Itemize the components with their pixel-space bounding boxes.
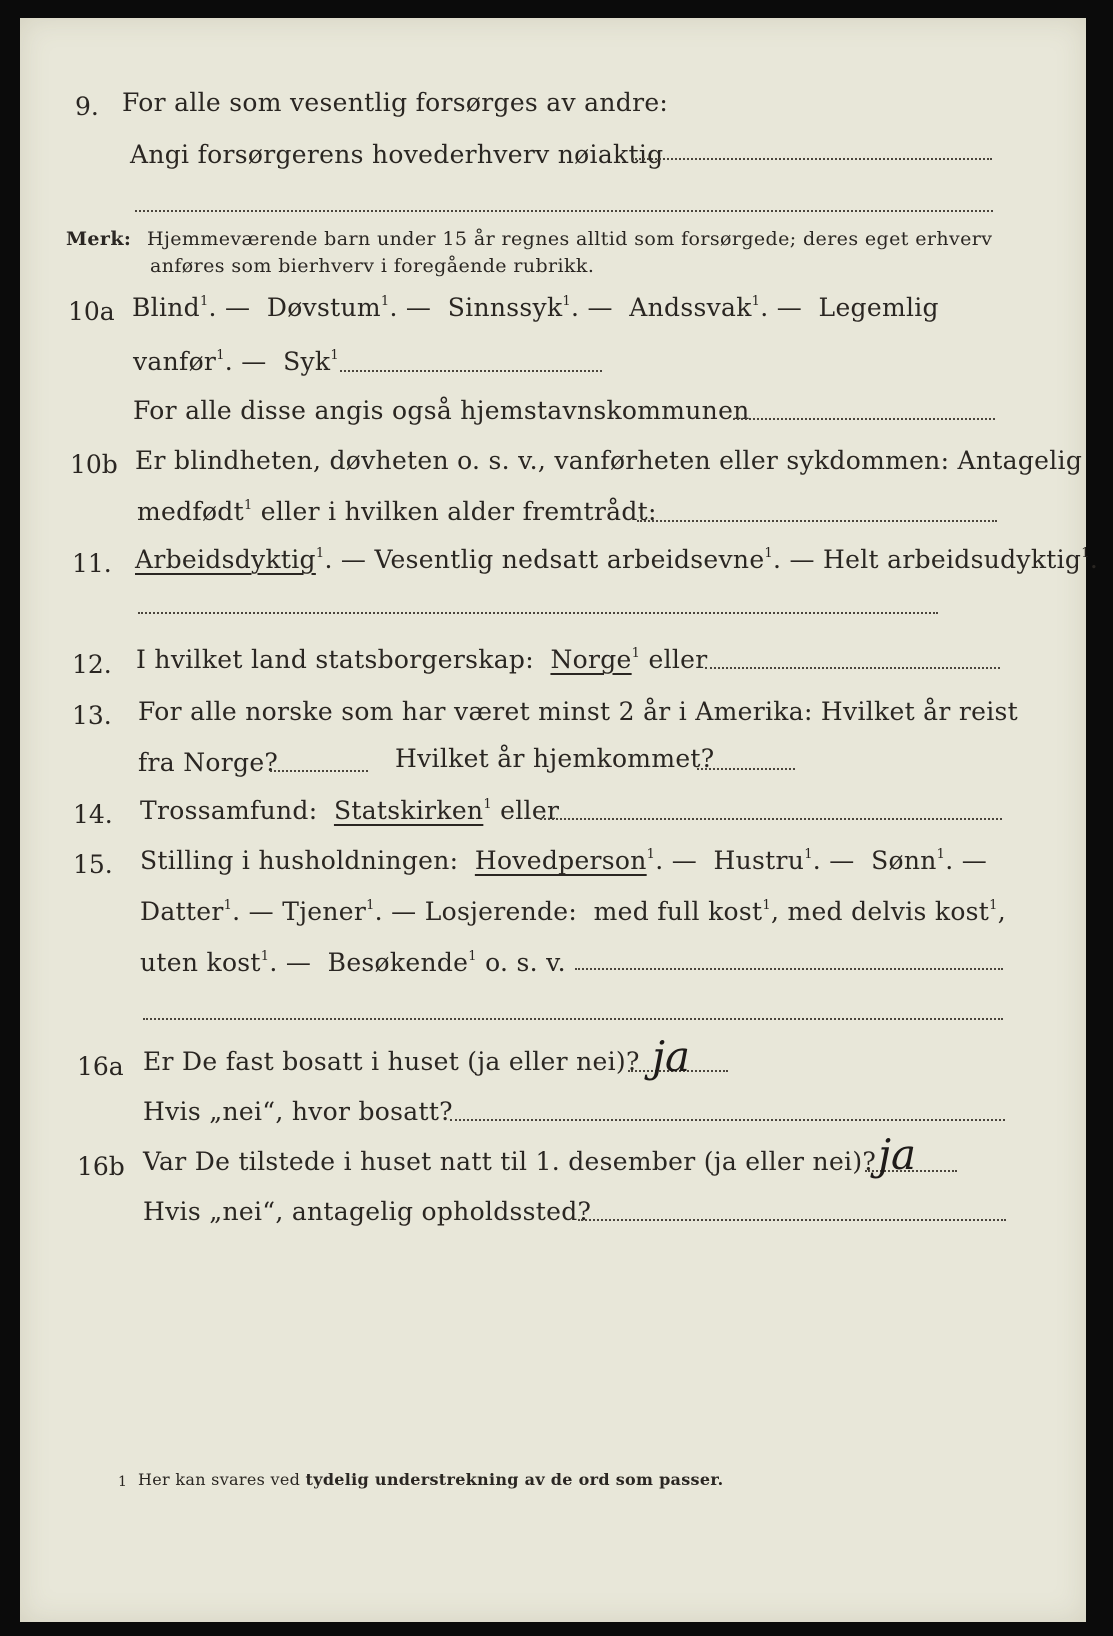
opt-sinnssyk[interactable]: Sinnssyk — [447, 293, 563, 322]
opt-uten-kost[interactable]: uten kost — [140, 948, 261, 977]
q15-answer-line[interactable] — [575, 968, 1003, 970]
opt-losjerende[interactable]: Losjerende: — [424, 897, 578, 926]
footnote: Her kan svares ved tydelig understrekning av de ord som passer. — [138, 1470, 724, 1489]
q12-number: 12. — [72, 650, 112, 679]
q12-line: I hvilket land statsborgerskap: Norge$^1$ eller — [136, 645, 708, 674]
q13-number: 13. — [72, 701, 112, 730]
q12-answer-line[interactable] — [705, 667, 1000, 669]
q9-line2: Angi forsørgerens hovederhverv nøiaktig — [130, 140, 664, 169]
q15-line3: uten kost$^1$. — Besøkende$^1$ o. s. v. — [140, 948, 566, 977]
merk-line2: anføres som bierhverv i foregående rubrikk. — [150, 255, 595, 277]
opt-arbeidsdyktig[interactable]: Arbeidsdyktig — [135, 545, 316, 574]
opt-vanfor[interactable]: vanfør — [133, 347, 217, 376]
q9-number: 9. — [75, 92, 99, 121]
q10a-hjemstavn-line[interactable] — [733, 418, 995, 420]
opt-delvis-kost[interactable]: med delvis kost — [787, 897, 990, 926]
q10a-answer-line[interactable] — [340, 370, 602, 372]
q16a-bosatt-line[interactable] — [450, 1119, 1005, 1121]
opt-andssvak[interactable]: Andssvak — [629, 293, 752, 322]
q16a-line1: Er De fast bosatt i huset (ja eller nei)? — [143, 1047, 640, 1076]
opt-legemlig[interactable]: Legemlig — [818, 293, 939, 322]
q15-answer-line-2[interactable] — [143, 1018, 1003, 1020]
q9-answer-line[interactable] — [632, 158, 992, 160]
q13-hjem-label: Hvilket år hjemkommet? — [395, 744, 715, 773]
q15-line2: Datter$^1$. — Tjener$^1$. — Losjerende: med full kost$^1$, med delvis kost$^1$, — [140, 897, 1006, 926]
q15-line1: Stilling i husholdningen: Hovedperson$^1$. — Hustru$^1$. — Sønn$^1$. — — [140, 846, 988, 875]
q13-reist-line[interactable] — [270, 770, 368, 772]
q10a-number: 10a — [68, 297, 115, 326]
q16a-handwritten-answer: ja — [652, 1032, 691, 1081]
opt-syk[interactable]: Syk — [283, 347, 331, 376]
q11-number: 11. — [72, 549, 112, 578]
q15-number: 15. — [73, 850, 113, 879]
q10b-line2: medfødt$^1$ eller i hvilken alder fremtrådt: — [137, 497, 657, 526]
q14-line: Trossamfund: Statskirken$^1$ eller — [140, 796, 560, 825]
q10a-line2: vanfør$^1$. — Syk$^1$ — [133, 347, 339, 376]
q16b-line1: Var De tilstede i huset natt til 1. desember (ja eller nei)? — [143, 1147, 877, 1176]
q16b-line2: Hvis „nei“, antagelig opholdssted? — [143, 1197, 592, 1226]
opt-hustru[interactable]: Hustru — [713, 846, 805, 875]
q13-reist-label: fra Norge? — [138, 748, 279, 777]
opt-datter[interactable]: Datter — [140, 897, 224, 926]
q11-line: Arbeidsdyktig$^1$. — Vesentlig nedsatt arbeidsevne$^1$. — Helt arbeidsudyktig$^1$. — [135, 545, 1099, 574]
opt-sonn[interactable]: Sønn — [871, 846, 937, 875]
q13-line1: For alle norske som har været minst 2 år i Amerika: Hvilket år reist — [138, 697, 1019, 726]
q10a-line3: For alle disse angis også hjemstavnskommunen — [133, 396, 750, 425]
merk-label: Merk: — [66, 228, 132, 250]
q14-number: 14. — [73, 800, 113, 829]
q10b-number: 10b — [70, 450, 118, 479]
opt-blind[interactable]: Blind — [132, 293, 200, 322]
q16a-number: 16a — [77, 1052, 124, 1081]
opt-dovstum[interactable]: Døvstum — [266, 293, 381, 322]
q13-hjem-line[interactable] — [697, 768, 795, 770]
opt-tjener[interactable]: Tjener — [282, 897, 367, 926]
opt-medfodt[interactable]: medfødt — [137, 497, 244, 526]
opt-full-kost[interactable]: med full kost — [593, 897, 763, 926]
q16a-line2: Hvis „nei“, hvor bosatt? — [143, 1097, 453, 1126]
q10b-line1: Er blindheten, døvheten o. s. v., vanførheten eller sykdommen: Antagelig — [135, 446, 1083, 475]
q11-answer-line[interactable] — [138, 612, 938, 614]
opt-besokende[interactable]: Besøkende — [327, 948, 469, 977]
footnote-mark: 1 — [118, 1474, 128, 1490]
opt-statskirken[interactable]: Statskirken — [333, 796, 484, 825]
q9-answer-line-2[interactable] — [135, 210, 993, 212]
q16b-opphold-line[interactable] — [578, 1219, 1006, 1221]
opt-hovedperson[interactable]: Hovedperson — [474, 846, 647, 875]
opt-norge[interactable]: Norge — [550, 645, 632, 674]
q10a-line1: Blind$^1$. — Døvstum$^1$. — Sinnssyk$^1$. — Andssvak$^1$. — Legemlig — [132, 293, 939, 322]
q16b-handwritten-answer: ja — [878, 1130, 917, 1179]
merk-line1: Hjemmeværende barn under 15 år regnes alltid som forsørgede; deres eget erhverv — [147, 228, 993, 250]
q9-line1: For alle som vesentlig forsørges av andre: — [122, 88, 669, 117]
opt-nedsatt[interactable]: Vesentlig nedsatt arbeidsevne — [374, 545, 765, 574]
q14-answer-line[interactable] — [540, 818, 1002, 820]
opt-udyktig[interactable]: Helt arbeidsudyktig — [823, 545, 1082, 574]
q16b-number: 16b — [77, 1152, 125, 1181]
q10b-answer-line[interactable] — [637, 520, 997, 522]
